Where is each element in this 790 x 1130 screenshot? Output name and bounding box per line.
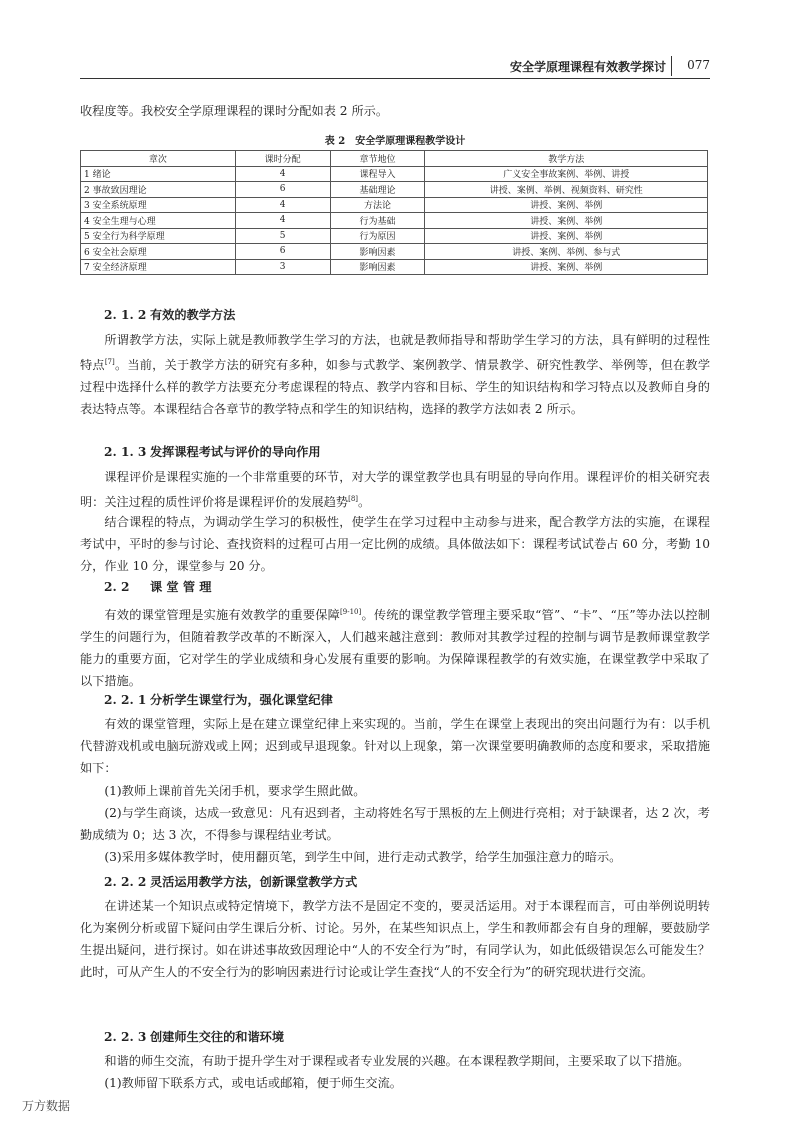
table-row <box>81 244 708 260</box>
paragraph-text: 所谓教学方法，实际上就是教师教学生学习的方法，也就是教师指导和帮助学生学习的方法，具有鲜明的过程性特点 <box>80 333 710 373</box>
intro-paragraph: 收程度等。我校安全学原理课程的课时分配如表 2 所示。 <box>80 104 389 118</box>
cell-hours: 6 <box>235 182 330 198</box>
paragraph-text: 有效的课堂管理是实施有效教学的重要保障 <box>104 608 341 623</box>
section-number: 2. 2. 2 <box>104 875 147 889</box>
cell-chapter: 7 安全经济原理 <box>81 259 236 275</box>
cell-status: 方法论 <box>330 197 425 213</box>
cell-method: 讲授、案例、举例、视频资料、研究性 <box>425 182 708 198</box>
cell-chapter: 6 安全社会原理 <box>81 244 236 260</box>
table-header-row <box>81 151 708 167</box>
cell-method: 讲授、案例、举例 <box>425 259 708 275</box>
cell-method: 讲授、案例、举例、参与式 <box>425 244 708 260</box>
section-title: 创建师生交往的和谐环境 <box>150 1030 285 1044</box>
section-title: 发挥课程考试与评价的导向作用 <box>150 445 321 459</box>
section-heading-2-2-1 <box>80 689 333 711</box>
paragraph-classroom-management <box>80 601 710 692</box>
table-row <box>81 182 708 198</box>
cell-chapter: 5 安全行为科学原理 <box>81 228 236 244</box>
cell-hours: 4 <box>235 197 330 213</box>
header-hours: 课时分配 <box>235 151 330 167</box>
section-title: 课 堂 管 理 <box>150 580 212 594</box>
table-row <box>81 228 708 244</box>
citation: [9-10] <box>340 608 362 616</box>
table-row <box>81 259 708 275</box>
cell-method: 讲授、案例、举例 <box>425 228 708 244</box>
cell-method: 讲授、案例、举例 <box>425 213 708 229</box>
cell-status: 基础理论 <box>330 182 425 198</box>
cell-chapter: 2 事故致因理论 <box>81 182 236 198</box>
cell-hours: 6 <box>235 244 330 260</box>
paragraph-course-evaluation <box>80 466 710 513</box>
course-design-table <box>80 150 708 275</box>
table-row <box>81 166 708 182</box>
paragraph-flexible-methods: 在讲述某一个知识点或特定情境下，教学方法不是固定不变的，要灵活运用。对于本课程而言，可由举例说明转化为案例分析或留下疑问由学生课后分析、讨论。另外，在某些知识点上，学生和教师都会有自身的理解，要鼓励学生提出疑问，进行探讨。如在讲述事故致因理论中“人的不安全行为”时，有同学认为，如此低级错误怎么可能发生？此时，可从产生人的不安全行为的影响因素进行讨论或让学生查找“人的不安全行为”的研究现状进行交流。 <box>80 899 710 979</box>
paragraph-text: 课程评价是课程实施的一个非常重要的环节，对大学的课堂教学也具有明显的导向作用。课程评价的相关研究表明：关注过程的质性评价将是课程评价的发展趋势 <box>80 470 710 510</box>
list-item-contact: (1)教师留下联系方式，或电话或邮箱，便于师生交流。 <box>104 1076 402 1090</box>
section-number: 2. 2. 3 <box>104 1030 147 1044</box>
paragraph-teaching-methods <box>80 329 710 420</box>
section-title: 有效的教学方法 <box>150 308 236 322</box>
watermark-footer: 万方数据 <box>22 1099 71 1113</box>
cell-hours: 3 <box>235 259 330 275</box>
section-heading-2-2-3 <box>80 1026 284 1048</box>
page-number: 077 <box>687 58 710 72</box>
section-heading-2-1-2 <box>80 304 235 326</box>
section-heading-2-2 <box>80 576 211 598</box>
running-header <box>80 56 710 79</box>
cell-chapter: 4 安全生理与心理 <box>81 213 236 229</box>
header-chapter: 章次 <box>81 151 236 167</box>
paragraph-student-behavior: 有效的课堂管理，实际上是在建立课堂纪律上来实现的。当前，学生在课堂上表现出的突出问题行为有：以手机代替游戏机或电脑玩游戏或上网；迟到或早退现象。针对以上现象，第一次课堂要明确教师的态度和要求，采取措施如下： <box>80 717 710 775</box>
citation: [8] <box>348 495 359 503</box>
section-title: 分析学生课堂行为，强化课堂纪律 <box>150 693 333 707</box>
section-heading-2-1-3 <box>80 441 321 463</box>
list-item-measure-1: (1)教师上课前首先关闭手机，要求学生照此做。 <box>104 784 366 798</box>
cell-hours: 5 <box>235 228 330 244</box>
header-divider <box>671 56 672 76</box>
paragraph-exam-scoring: 结合课程的特点，为调动学生学习的积极性，使学生在学习过程中主动参与进来，配合教学方法的实施，在课程考试中，平时的参与讨论、查找资料的过程可占用一定比例的成绩。具体做法如下：课程考试试卷占 60 分，考勤 10 分，作业 10 分，课堂参与 20 分。 <box>80 515 710 573</box>
header-status: 章节地位 <box>330 151 425 167</box>
cell-status: 行为基础 <box>330 213 425 229</box>
list-item-measure-2: (2)与学生商谈，达成一致意见：凡有迟到者，主动将姓名写于黑板的左上侧进行亮相；对于缺课者，达 2 次，考勤成绩为 0；达 3 次，不得参与课程结业考试。 <box>80 806 710 842</box>
paragraph-text: 。当前，关于教学方法的研究有多种，如参与式教学、案例教学、情景教学、研究性教学、举例等，但在教学过程中选择什么样的教学方法要充分考虑课程的特点、教学内容和目标、学生的知识结构和学习特点以及教师自身的表达特点等。本课程结合各章节的教学特点和学生的知识结构，选择的教学方法如表 2 所示。 <box>80 358 711 417</box>
section-number: 2. 1. 2 <box>104 308 147 322</box>
list-item-measure-3: (3)采用多媒体教学时，使用翻页笔，到学生中间，进行走动式教学，给学生加强注意力的暗示。 <box>104 850 622 864</box>
paragraph-text: 。 <box>358 495 371 510</box>
citation: [7] <box>104 358 115 366</box>
header-method: 教学方法 <box>425 151 708 167</box>
section-number: 2. 2. 1 <box>104 693 147 707</box>
cell-status: 影响因素 <box>330 244 425 260</box>
cell-status: 影响因素 <box>330 259 425 275</box>
section-number: 2. 2 <box>104 580 130 594</box>
section-number: 2. 1. 3 <box>104 445 147 459</box>
section-title: 灵活运用教学方法，创新课堂教学方式 <box>150 875 358 889</box>
cell-chapter: 3 安全系统原理 <box>81 197 236 213</box>
cell-status: 课程导入 <box>330 166 425 182</box>
paragraph-teacher-student-communication: 和谐的师生交流，有助于提升学生对于课程或者专业发展的兴趣。在本课程教学期间，主要采取了以下措施。 <box>104 1054 690 1068</box>
journal-title: 安全学原理课程有效教学探讨 <box>509 60 666 74</box>
cell-hours: 4 <box>235 166 330 182</box>
table-caption: 表 2 安全学原理课程教学设计 <box>324 136 466 147</box>
cell-status: 行为原因 <box>330 228 425 244</box>
cell-method: 讲授、案例、举例 <box>425 197 708 213</box>
cell-chapter: 1 绪论 <box>81 166 236 182</box>
cell-hours: 4 <box>235 213 330 229</box>
cell-method: 广义安全事故案例、举例、讲授 <box>425 166 708 182</box>
section-heading-2-2-2 <box>80 871 357 893</box>
paragraph-text: 。传统的课堂教学管理主要采取“管”、“卡”、“压”等办法以控制学生的问题行为，但随着教学改革的不断深入，人们越来越注意到：教师对其教学过程的控制与调节是教师课堂教学能力的重要方面，它对学生的学业成绩和身心发展有重要的影响。为保障课程教学的有效实施，在课堂教学中采取了以下措施。 <box>80 608 710 689</box>
table-row <box>81 213 708 229</box>
table-row <box>81 197 708 213</box>
